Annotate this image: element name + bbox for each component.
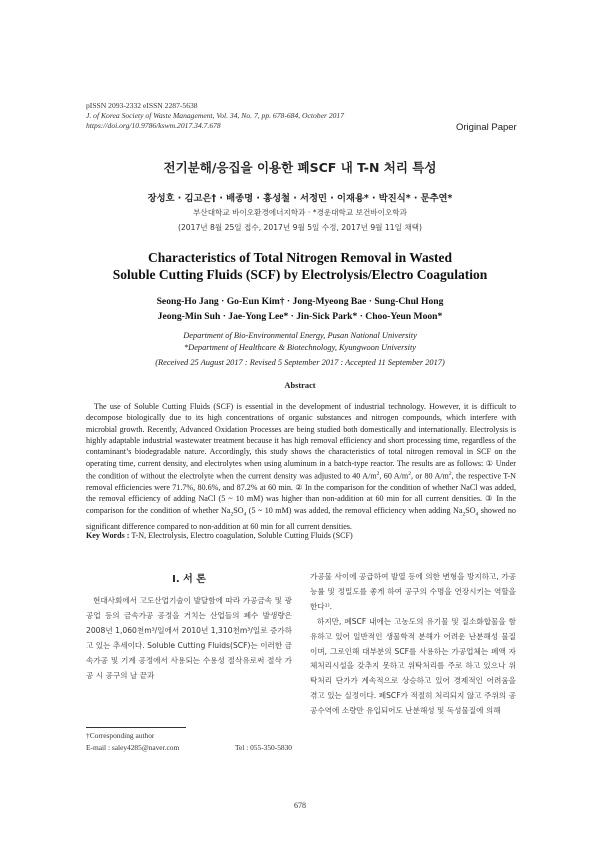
keywords [86, 531, 516, 540]
keywords-label: Key Words : [86, 531, 130, 540]
subscript: 2 [230, 511, 234, 518]
abstract-heading: Abstract [284, 381, 316, 390]
english-dates: (Received 25 August 2017 : Revised 5 September 2017 : Accepted 11 September 2017) [155, 358, 445, 367]
left-column [86, 570, 292, 683]
keywords-text: T-N, Electrolysis, Electro coagulation, Soluble Cutting Fluids (SCF) [129, 531, 353, 540]
korean-authors: 장성호 · 김고은† · 배종명 · 홍성철 · 서정민 · 이재용* · 박진식* · 문추연* [147, 193, 453, 204]
page-number: 678 [294, 801, 306, 810]
contact-line [86, 743, 292, 752]
subscript: 2 [462, 511, 466, 518]
corresponding-author-note: †Corresponding author [86, 731, 155, 740]
email-address[interactable]: E-mail : saley4285@naver.com [86, 743, 180, 752]
abstract-text: ① Under the condition of without the electrolyte when the current density was adjusted to 40 A/m [86, 458, 516, 481]
subscript: 4 [243, 511, 247, 518]
korean-title: 전기분해/응집을 이용한 폐SCF 내 T-N 처리 특성 [163, 160, 437, 175]
paper-type-badge: Original Paper [456, 122, 517, 133]
intro-paragraph: 하지만, 폐SCF 내에는 고농도의 유기물 및 질소화합물을 함유하고 있어 일반적인 생물학적 분해가 어려운 난분해성 물질이며, 그로인해 대부분의 SCF를 사용하는 가공업체는 폐액 자체처리시설을 갖추지 못하고 위탁처리를 주로 하고 있으나 위탁처리 단가가 계속적으로 상승하고 있어 경제적인 어려움을 겪고 있는 실정이다. 폐SCF가 적절히 처리되지 않고 주위의 공공수역에 소량만 유입되어도 난분해성 및 독성물질에 의해 [310, 616, 516, 716]
right-column [310, 570, 516, 719]
english-affiliation [0, 330, 600, 353]
abstract-text: , or 80 A/m [410, 471, 449, 481]
abstract-body [86, 401, 516, 532]
abstract-text: showed no significant difference compared to non-addition at 60 min for all current densities. [86, 505, 516, 531]
issn: pISSN 2093-2332 eISSN 2287-5638 [86, 101, 198, 110]
abstract-text: , the respective T-N removal efficiencies were 71.7%, 80.6%, and 87.2% at 60 min. ② In the comparison for the condition of whether NaCl was added, the removal efficiency of adding NaCl (5 ~ 10 mM) was higher than non-addition at 60 min for all current densities. ③ In the comparison for the condition of whether Na [86, 471, 516, 515]
journal-header [86, 101, 516, 132]
telephone: Tel : 055-350-5830 [235, 743, 292, 752]
abstract-text: , 60 A/m [379, 471, 409, 481]
english-affil-line: Department of Bio-Environmental Energy, Pusan National University [183, 331, 417, 340]
abstract-text: SO [233, 505, 244, 515]
intro-paragraph: 가공물 사이에 공급하여 발열 등에 의한 변형을 방지하고, 가공능률 및 정밀도를 좋게 하여 공구의 수명을 연장시키는 역할을 한다¹⁾. [310, 572, 516, 611]
section-heading: I. 서 론 [172, 574, 206, 585]
intro-paragraph: 현대사회에서 고도산업기술이 발달함에 따라 가공금속 및 광공업 등의 금속가공 공정을 거치는 산업들의 폐수 발생량은 2008년 1,060천m³/일에서 2010년 1,310천m³/일로 증가하고 있는 추세이다. Soluble Cutting Fluids(SCF)는 이러한 금속가공 및 기계 공정에서 사용되는 수용성 절삭유로써 절삭 가공 시 공구의 날 끝과 [86, 596, 292, 680]
superscript: 2 [408, 471, 411, 478]
english-authors [0, 294, 600, 324]
subscript: 4 [475, 511, 479, 518]
footnote-divider [86, 727, 186, 728]
english-affil-line: *Department of Healthcare & Biotechnology, Kyungwoon University [183, 342, 417, 352]
english-title-line: Characteristics of Total Nitrogen Removal in Wasted [148, 250, 452, 265]
doi-link[interactable]: https://doi.org/10.9786/kswm.2017.34.7.678 [86, 121, 221, 131]
english-authors-line: Jeong-Min Suh · Jae-Yong Lee* · Jin-Sick Park* · Choo-Yeun Moon* [157, 311, 443, 322]
abstract-text: SO [465, 505, 476, 515]
superscript: 2 [448, 471, 452, 478]
abstract-text: The use of Soluble Cutting Fluids (SCF) is essential in the development of industrial technology. However, it is difficult to decompose biologically due to its high concentrations of organic substances and nitrogen compounds, which interfere with microbial growth. Recently, Advanced Oxidation Processes are being studied both domestically and internationally. Electrolysis is highly adaptable industrial wastewater treatment because it has high removal efficiency and short processing time, regardless of the contaminant’s biodegradable nature. Accordingly, this study shows the characteristics of total nitrogen removal in SCF on the operating time, current density, and electrolytes when using aluminum in a batch-type reactor. The results are as follows: [86, 402, 516, 468]
superscript: 2 [376, 471, 380, 478]
english-authors-line: Seong-Ho Jang · Go-Eun Kim† · Jong-Myeong Bae · Sung-Chul Hong [156, 296, 444, 307]
english-title-line: Soluble Cutting Fluids (SCF) by Electrolysis/Electro Coagulation [112, 267, 488, 282]
journal-citation: J. of Korea Society of Waste Management, Vol. 34, No. 7, pp. 678-684, October 2017 [86, 111, 345, 121]
korean-dates: (2017년 8월 25일 접수, 2017년 9월 5일 수정, 2017년 9월 11일 채택) [178, 223, 422, 232]
korean-affiliation: 부산대학교 바이오환경에너지학과 · *경운대학교 보건바이오학과 [193, 208, 407, 217]
english-title [0, 249, 600, 283]
abstract-text: (5 ~ 10 mM) was added, the removal efficiency when adding Na [246, 505, 463, 515]
